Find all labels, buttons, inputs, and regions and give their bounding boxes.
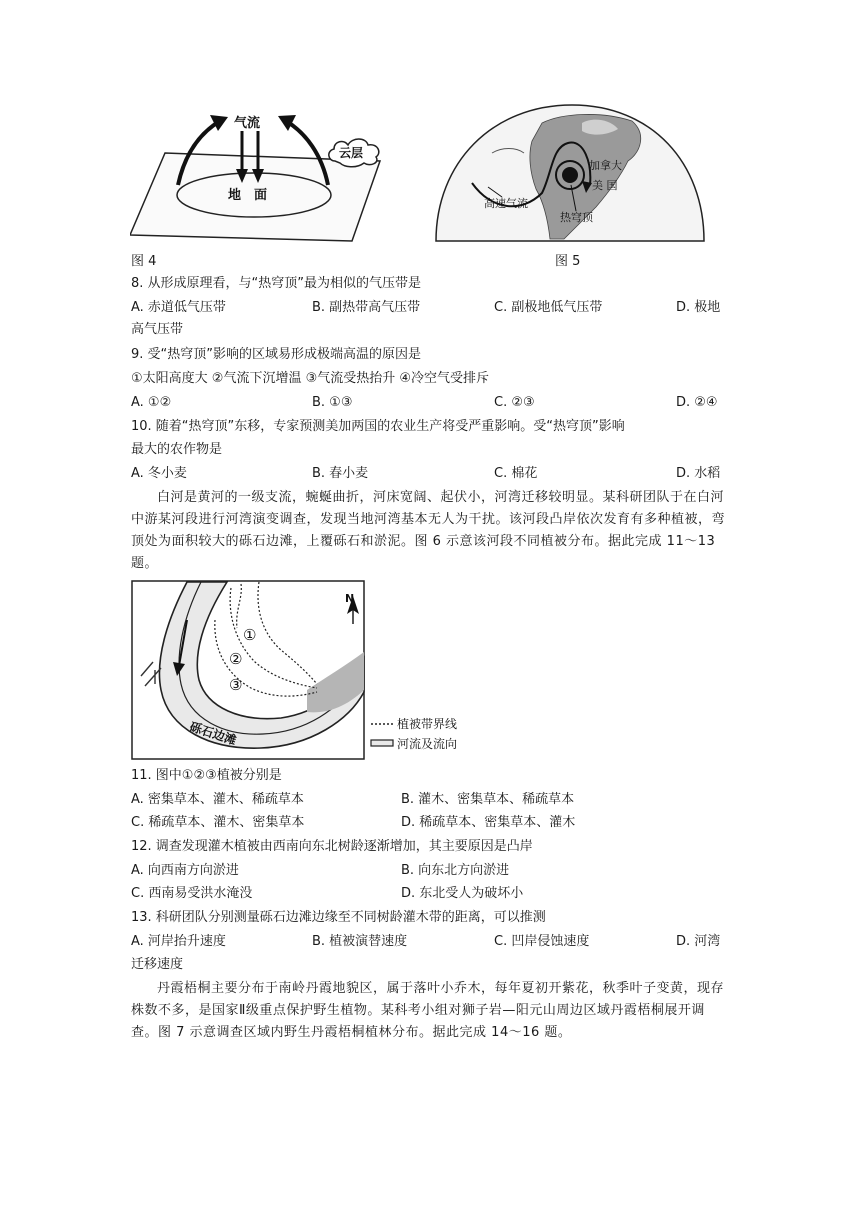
- q13-option-a: A. 河岸抬升速度: [131, 934, 226, 949]
- q8-option-b: B. 副热带高气压带: [312, 300, 421, 315]
- passage-white-river: 白河是黄河的一级支流，蜿蜒曲折，河床宽阔、起伏小，河湾迁移较明显。某科研团队于在白河中游某河段进行河湾演变调查，发现当地河湾基本无人为干扰。该河段凸岸依次发育有多种植被，弯顶处为面积较大的砾石边滩，上覆砾石和淤泥。图 6 示意该河段不同植被分布。据此完成 11～13 题。: [131, 490, 726, 571]
- q10-option-b: B. 春小麦: [312, 466, 369, 481]
- legend-boundary-label: 植被带界线: [397, 717, 458, 731]
- q12-stem: 12. 调查发现灌木植被由西南向东北树龄逐渐增加，其主要原因是凸岸: [131, 839, 533, 854]
- figure-5-caption: 图 5: [555, 254, 581, 269]
- fig6-marker-1: ①: [243, 626, 257, 644]
- figure-4-caption: 图 4: [131, 254, 157, 269]
- q12-option-d: D. 东北受人为破坏小: [401, 886, 524, 901]
- q12-option-b: B. 向东北方向淤进: [401, 863, 510, 878]
- q8-option-d: D. 极地: [676, 300, 721, 315]
- q10-option-d: D. 水稻: [676, 466, 721, 481]
- q9-option-c: C. ②③: [494, 395, 535, 410]
- figure-4-diagram: [130, 103, 390, 243]
- fig4-label-ground: 地 面: [228, 188, 268, 203]
- fig6-marker-3: ③: [229, 676, 243, 694]
- fig5-label-usa: 美 国: [592, 179, 618, 192]
- q8-option-d-continued: 高气压带: [131, 322, 184, 337]
- fig5-label-jet: 高速气流: [484, 197, 528, 210]
- q9-items: ①太阳高度大 ②气流下沉增温 ③气流受热抬升 ④冷空气受排斥: [131, 371, 490, 386]
- q12-option-a: A. 向西南方向淤进: [131, 863, 239, 878]
- q11-option-a: A. 密集草本、灌木、稀疏草本: [131, 792, 304, 807]
- q12-option-c: C. 西南易受洪水淹没: [131, 886, 253, 901]
- q9-option-a: A. ①②: [131, 395, 172, 410]
- q13-option-c: C. 凹岸侵蚀速度: [494, 934, 590, 949]
- q11-stem: 11. 图中①②③植被分别是: [131, 768, 282, 783]
- legend-river-label: 河流及流向: [397, 737, 458, 751]
- fig6-marker-2: ②: [229, 650, 243, 668]
- figure-6-map: [131, 580, 483, 762]
- fig5-label-dome: 热穹顶: [560, 211, 593, 224]
- q13-stem: 13. 科研团队分别测量砾石边滩边缘至不同树龄灌木带的距离，可以推测: [131, 910, 546, 925]
- fig6-north-label: N: [345, 592, 355, 605]
- q9-option-d: D. ②④: [676, 395, 718, 410]
- q10-option-a: A. 冬小麦: [131, 466, 187, 481]
- q13-option-b: B. 植被演替速度: [312, 934, 408, 949]
- figure-5-map: [432, 103, 708, 243]
- q11-option-d: D. 稀疏草本、密集草本、灌木: [401, 815, 576, 830]
- q10-option-c: C. 棉花: [494, 466, 538, 481]
- passage-danxia-wutong: 丹霞梧桐主要分布于南岭丹霞地貌区，属于落叶小乔木，每年夏初开紫花，秋季叶子变黄，现存株数不多，是国家Ⅱ级重点保护野生植物。某科考小组对狮子岩—阳元山周边区域丹霞梧桐展开调查。图 7 示意调查区域内野生丹霞梧桐植林分布。据此完成 14～16 题。: [131, 981, 725, 1040]
- q11-option-b: B. 灌木、密集草本、稀疏草本: [401, 792, 575, 807]
- q13-option-d: D. 河湾: [676, 934, 721, 949]
- q9-stem: 9. 受“热穹顶”影响的区域易形成极端高温的原因是: [131, 347, 422, 362]
- q10-stem-line2: 最大的农作物是: [131, 442, 223, 457]
- q11-option-c: C. 稀疏草本、灌木、密集草本: [131, 815, 305, 830]
- q8-option-a: A. 赤道低气压带: [131, 300, 226, 315]
- q9-option-b: B. ①③: [312, 395, 353, 410]
- fig6-gravel-bar-label: 砾石边滩: [188, 719, 239, 748]
- fig4-label-cloud: 云层: [339, 146, 364, 160]
- legend-river-symbol: [371, 740, 393, 746]
- q10-stem-line1: 10. 随着“热穹顶”东移，专家预测美加两国的农业生产将受严重影响。受“热穹顶”影响: [131, 419, 625, 434]
- q8-stem: 8. 从形成原理看，与“热穹顶”最为相似的气压带是: [131, 276, 422, 291]
- fig5-label-canada: 加拿大: [589, 159, 622, 172]
- heat-dome-center: [562, 167, 578, 183]
- q13-option-d-continued: 迁移速度: [131, 957, 184, 972]
- q8-option-c: C. 副极地低气压带: [494, 300, 603, 315]
- fig4-label-airflow: 气流: [234, 116, 261, 131]
